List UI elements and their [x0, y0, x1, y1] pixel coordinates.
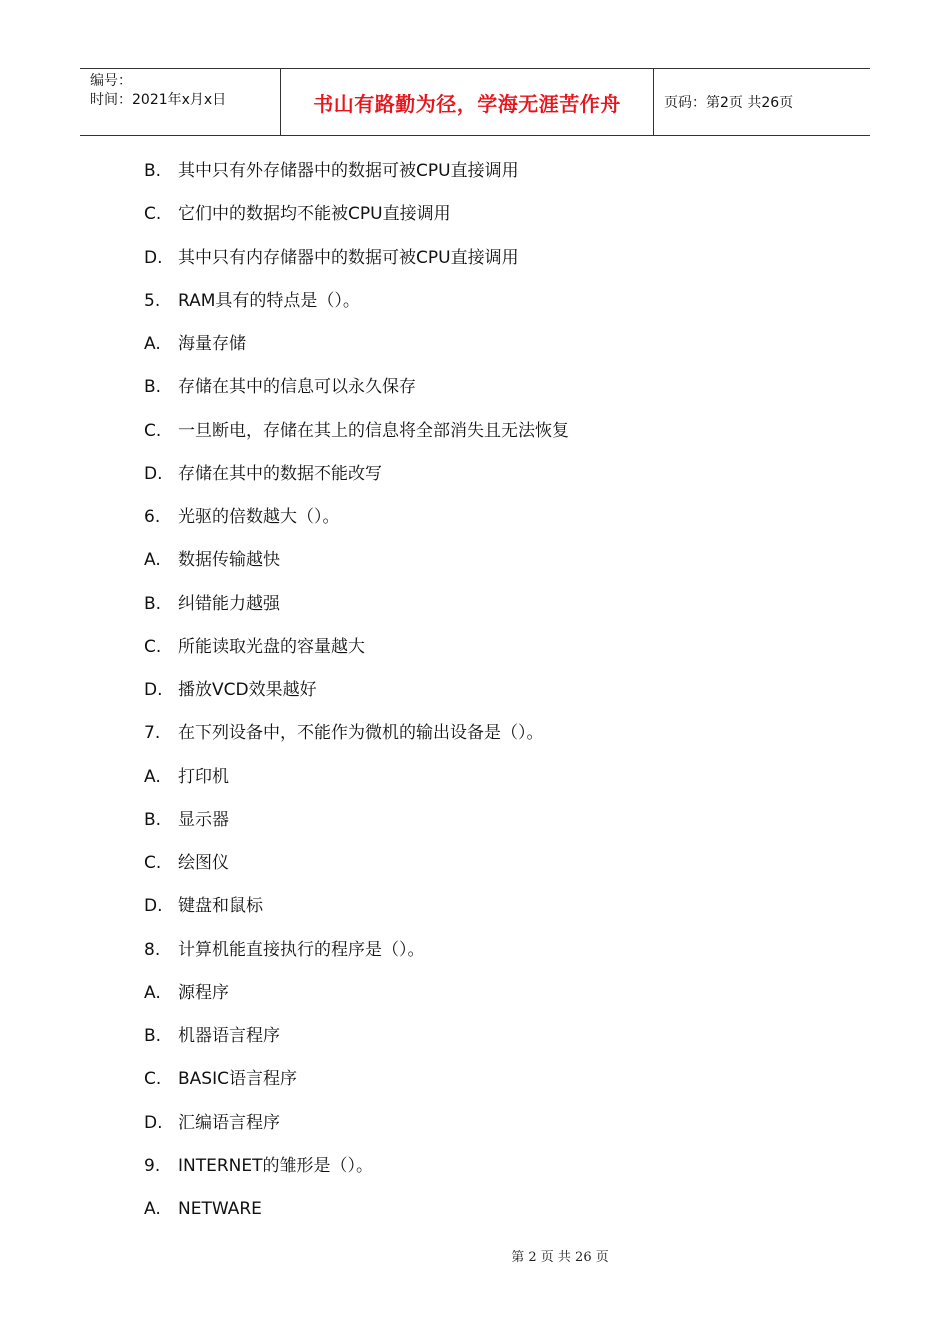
page-footer: 第 2 页 共 26 页 — [511, 1250, 609, 1265]
list-item — [144, 842, 569, 885]
list-item — [144, 972, 569, 1015]
item-label: 7. — [144, 723, 161, 744]
header-page-info: 页码：第2页 共26页 — [664, 95, 794, 111]
question-list — [144, 150, 569, 1231]
item-text: 绘图仪 — [178, 853, 229, 873]
item-label: D. — [144, 1112, 163, 1133]
list-item — [144, 1102, 569, 1145]
list-item — [144, 193, 569, 236]
header-motto: 书山有路勤为径，学海无涯苦作舟 — [281, 69, 654, 135]
item-label: D. — [144, 247, 163, 268]
list-item — [144, 410, 569, 453]
item-label: C. — [144, 204, 162, 225]
list-item — [144, 237, 569, 280]
list-item — [144, 496, 569, 539]
list-item — [144, 280, 569, 323]
item-text: NETWARE — [178, 1199, 262, 1219]
item-label: A. — [144, 550, 161, 571]
item-label: C. — [144, 420, 162, 441]
item-text: 存储在其中的数据不能改写 — [178, 463, 382, 484]
list-item — [144, 1058, 569, 1101]
list-item — [144, 1188, 569, 1231]
item-label: C. — [144, 1069, 162, 1090]
item-label: 8. — [144, 939, 161, 960]
item-text: 所能读取光盘的容量越大 — [178, 636, 365, 657]
list-item — [144, 712, 569, 755]
item-text: 其中只有外存储器中的数据可被CPU直接调用 — [178, 161, 519, 181]
item-text: RAM具有的特点是（）。 — [178, 290, 360, 311]
list-item — [144, 669, 569, 712]
list-item — [144, 929, 569, 972]
item-text: 显示器 — [178, 809, 229, 830]
item-label: B. — [144, 1026, 162, 1046]
item-label: B. — [144, 377, 162, 398]
page-header — [80, 68, 870, 136]
list-item — [144, 366, 569, 409]
item-text: 数据传输越快 — [178, 550, 280, 571]
header-meta — [80, 69, 281, 135]
item-text: 其中只有内存储器中的数据可被CPU直接调用 — [178, 247, 519, 268]
item-text: 汇编语言程序 — [178, 1112, 280, 1133]
header-date: 时间：2021年x月x日 — [90, 92, 227, 108]
item-label: 9. — [144, 1155, 161, 1176]
item-label: 6. — [144, 507, 161, 527]
item-text: 海量存储 — [178, 334, 246, 354]
item-text: 播放VCD效果越好 — [178, 680, 317, 700]
item-label: A. — [144, 982, 161, 1003]
item-text: 一旦断电，存储在其上的信息将全部消失且无法恢复 — [178, 420, 569, 441]
item-label: B. — [144, 593, 162, 614]
list-item — [144, 799, 569, 842]
item-text: 机器语言程序 — [178, 1026, 280, 1046]
list-item — [144, 626, 569, 669]
item-label: D. — [144, 896, 163, 917]
item-text: 光驱的倍数越大（）。 — [178, 507, 340, 527]
header-number: 编号： — [90, 73, 132, 89]
item-text: 键盘和鼠标 — [178, 896, 263, 917]
list-item — [144, 885, 569, 928]
list-item — [144, 453, 569, 496]
list-item — [144, 323, 569, 366]
list-item — [144, 583, 569, 626]
item-label: B. — [144, 809, 162, 830]
item-text: 源程序 — [178, 982, 229, 1003]
item-text: 纠错能力越强 — [178, 593, 280, 614]
item-label: 5. — [144, 290, 161, 311]
item-label: D. — [144, 463, 163, 484]
item-label: A. — [144, 1199, 161, 1219]
item-label: D. — [144, 680, 163, 700]
list-item — [144, 539, 569, 582]
item-text: 在下列设备中，不能作为微机的输出设备是（）。 — [178, 723, 544, 744]
item-text: 存储在其中的信息可以永久保存 — [178, 377, 416, 398]
list-item — [144, 1145, 569, 1188]
item-text: 它们中的数据均不能被CPU直接调用 — [178, 204, 451, 225]
item-text: BASIC语言程序 — [178, 1069, 297, 1090]
item-label: C. — [144, 853, 162, 873]
item-text: 计算机能直接执行的程序是（）。 — [178, 939, 425, 960]
item-label: A. — [144, 334, 161, 354]
list-item — [144, 150, 569, 193]
item-text: INTERNET的雏形是（）。 — [178, 1155, 374, 1176]
list-item — [144, 1015, 569, 1058]
item-label: B. — [144, 161, 162, 181]
item-label: A. — [144, 766, 161, 787]
list-item — [144, 756, 569, 799]
item-text: 打印机 — [178, 766, 229, 787]
item-label: C. — [144, 636, 162, 657]
